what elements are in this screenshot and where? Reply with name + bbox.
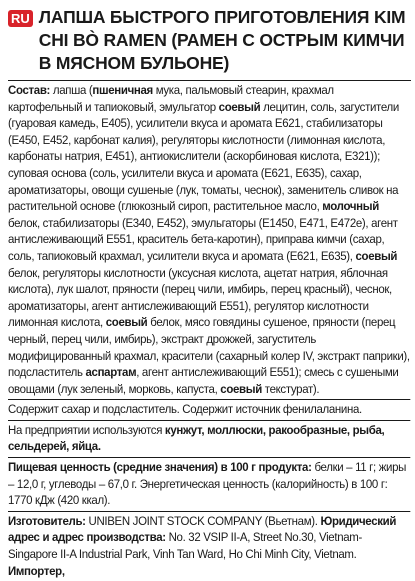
manufacturer-heading: Изготовитель: [8, 513, 86, 528]
address-heading: Юридический адрес и адрес производства: [8, 513, 397, 545]
label-body [8, 81, 410, 581]
nutrition-text: Пищевая ценность (средние значения) в 100 г продукта: белки – 11 г; жиры – 12,0 г, углеводы – 67,0 г. Энергетическая ценность (калорийность) в 100 г: 1770 кДж (420 ккал). [8, 460, 407, 508]
manufacturer-text: Изготовитель: UNIBEN JOINT STOCK COMPANY (Вьетнам). Юридический адрес и адрес производства: No. 32 VSIP II-A, Street No.30, Vietnam-Singapore II-A Industrial Park, Vinh Tan Ward, Ho Chi Minh City, Vietnam. Импортер, [8, 513, 397, 578]
sweetener-aspartame: аспартам [85, 365, 137, 380]
product-title: ЛАПША БЫСТРОГО ПРИГОТОВЛЕНИЯ KIM CHI BÒ RAMEN (РАМЕН С ОСТРЫМ КИМЧИ В МЯСНОМ БУЛЬОНЕ) [38, 7, 406, 73]
composition-heading: Состав: [8, 83, 51, 97]
allergen-soy: соевый [220, 381, 262, 396]
allergen-wheat: пшеничная [92, 83, 153, 97]
composition-text: Состав: лапша (пшеничная мука, пальмовый стеарин, крахмал картофельный и тапиоковый, эмульгатор соевый лецитин, соль, загустители (гуаровая камедь, E405), усилители вкуса и аромата E621, стабилизаторы (E450, E452, карбонат калия), регуляторы кислотности (лимонная кислота, карбонаты натрия, E451), антиокислители (аскорбиновая кислота, E321)); суповая основа (соль, усилители вкуса и аромата (E621, E635), сахар, ароматизаторы, овощи сушеные (лук, томаты, чеснок), заменитель сливок на растительной основе (глюкозный сироп, растительное масло, молочный белок, стабилизаторы (E340, E452), эмульгаторы (E1450, E471, E472e), агент антислеживающий E551, краситель бета-каротин), приправа кимчи (сахар, соль, тапиоковый крахмал, усилители вкуса и аромата (E621, E635), соевый белок, регуляторы кислотности (уксусная кислота, ацетат натрия, яблочная кислота), лук шалот, пряности (перец чили, имбирь, перец красный), чеснок, ароматизаторы, агент антислеживающий E551), регулятор кислотности лимонная кислота, соевый белок, мясо говядины сушеное, пряности (перец черный, перец чили, имбирь), экстракт дрожжей, загуститель модифицированный крахмал, красители (сахарный колер IV, экстракт паприки), подсластитель аспартам, агент антислеживающий E551); смесь с сушеными овощами (лук зеленый, морковь, капуста, соевый текстурат). [8, 83, 410, 396]
allergens-text: На предприятии используются кунжут, моллюски, ракообразные, рыба, сельдерей, яйца. [8, 422, 385, 454]
allergens-section [8, 421, 410, 458]
composition-section [8, 81, 410, 400]
label-header [8, 6, 411, 77]
language-badge: RU [8, 10, 33, 27]
sugar-note-section [8, 400, 410, 421]
allergens-list: кунжут, моллюски, ракообразные, рыба, сельдерей, яйца. [8, 422, 385, 454]
allergen-milk: молочный [322, 199, 379, 214]
nutrition-heading: Пищевая ценность (средние значения) в 100 г продукта: [8, 460, 312, 475]
importer-heading: Импортер, [8, 563, 65, 578]
manufacturer-section [8, 512, 410, 581]
allergen-soy: соевый [218, 99, 261, 114]
allergen-soy: соевый [355, 248, 398, 263]
nutrition-section [8, 458, 410, 512]
allergen-soy: соевый [105, 315, 148, 330]
sugar-note: Содержит сахар и подсластитель. Содержит источник фенилаланина. [8, 402, 362, 417]
